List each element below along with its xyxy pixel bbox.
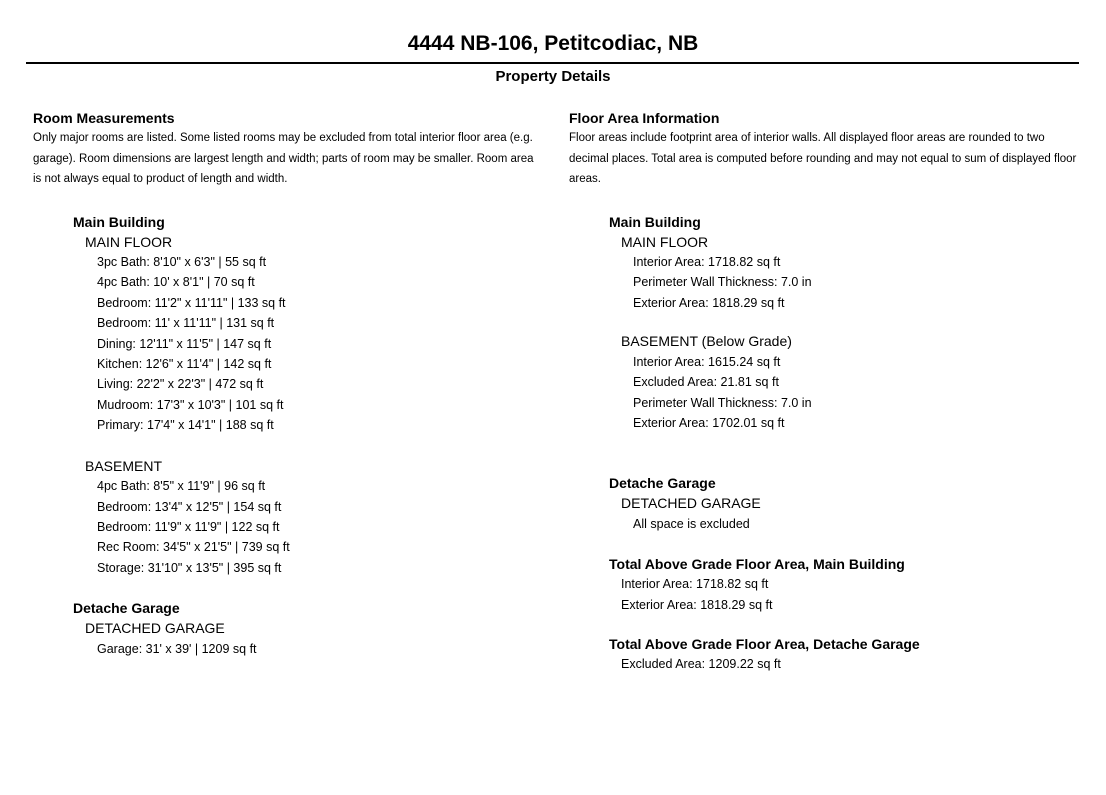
total-detache-garage-title: Total Above Grade Floor Area, Detache Garage [609, 636, 920, 653]
basement-room-list [97, 476, 543, 578]
total-main-building [609, 554, 1084, 615]
page-title: 4444 NB-106, Petitcodiac, NB [407, 32, 699, 55]
detached-garage-area-list [633, 514, 1084, 534]
room-item: Bedroom: 11' x 11'11" | 131 sq ft [97, 316, 275, 331]
total-detache-garage-list [621, 654, 1084, 675]
detache-garage-title: Detache Garage [73, 600, 180, 617]
detached-garage-areas [621, 493, 1084, 534]
room-item: Bedroom: 11'9" x 11'9" | 122 sq ft [97, 519, 280, 534]
room-item: Dining: 12'11" x 11'5" | 147 sq ft [97, 336, 272, 351]
room-item: Mudroom: 17'3" x 10'3" | 101 sq ft [97, 397, 284, 412]
area-item: Interior Area: 1718.82 sq ft [621, 577, 769, 592]
room-item: Garage: 31' x 39' | 1209 sq ft [97, 641, 257, 656]
area-item: Interior Area: 1615.24 sq ft [633, 354, 781, 369]
room-item: Kitchen: 12'6" x 11'4" | 142 sq ft [97, 357, 272, 372]
garage-room-list [97, 639, 543, 659]
floor-area-note: Floor areas include footprint area of interior walls. All displayed floor areas are rounded to two decimal places. Total area is computed before rounding and may not equal to sum of displayed floor areas. [569, 132, 1077, 185]
room-item: Storage: 31'10" x 13'5" | 395 sq ft [97, 560, 282, 575]
detached-garage-area-subtitle: DETACHED GARAGE [621, 495, 761, 512]
main-floor-area-title: MAIN FLOOR [621, 233, 709, 250]
room-measurements-heading: Room Measurements [33, 110, 175, 126]
detached-garage-subtitle: DETACHED GARAGE [85, 620, 225, 637]
area-item: Exterior Area: 1818.29 sq ft [621, 597, 773, 612]
room-item: Bedroom: 13'4" x 12'5" | 154 sq ft [97, 499, 282, 514]
area-item: Interior Area: 1718.82 sq ft [633, 255, 781, 269]
main-building-rooms [73, 212, 543, 660]
basement-title: BASEMENT [85, 457, 163, 474]
main-floor-area-list [633, 252, 1084, 313]
detache-garage-area-title: Detache Garage [609, 475, 716, 492]
basement-area-list [633, 352, 1084, 434]
area-item: Perimeter Wall Thickness: 7.0 in [633, 395, 812, 410]
total-main-building-title: Total Above Grade Floor Area, Main Building [609, 556, 905, 573]
room-item: 3pc Bath: 8'10" x 6'3" | 55 sq ft [97, 255, 267, 269]
room-measurements-note: Only major rooms are listed. Some listed rooms may be excluded from total interior floor area (e.g. garage). Room dimensions are largest length and width; parts of room may be smaller. Room area is not always equal to product of length and width. [33, 132, 534, 185]
total-detache-garage [609, 634, 1084, 675]
detached-garage-rooms [85, 618, 543, 659]
area-item: Exterior Area: 1702.01 sq ft [633, 415, 785, 430]
room-measurements-section [33, 108, 543, 659]
main-floor-room-list [97, 252, 543, 436]
title-divider [26, 62, 1079, 64]
floor-area-section [569, 108, 1084, 675]
room-item: Rec Room: 34'5" x 21'5" | 739 sq ft [97, 540, 290, 555]
area-item: Excluded Area: 1209.22 sq ft [621, 657, 781, 672]
room-item: Primary: 17'4" x 14'1" | 188 sq ft [97, 418, 274, 433]
room-item: Bedroom: 11'2" x 11'11" | 133 sq ft [97, 295, 286, 310]
total-main-building-list [621, 574, 1084, 615]
room-item: 4pc Bath: 8'5" x 11'9" | 96 sq ft [97, 479, 266, 494]
room-item: Living: 22'2" x 22'3" | 472 sq ft [97, 377, 264, 392]
basement-area-title: BASEMENT (Below Grade) [621, 333, 792, 350]
area-item: All space is excluded [633, 516, 750, 531]
page-subtitle: Property Details [495, 68, 611, 85]
main-building-title: Main Building [73, 213, 165, 230]
main-building-area-title: Main Building [609, 213, 701, 230]
room-item: 4pc Bath: 10' x 8'1" | 70 sq ft [97, 275, 255, 290]
area-item: Perimeter Wall Thickness: 7.0 in [633, 275, 812, 290]
area-item: Excluded Area: 21.81 sq ft [633, 375, 779, 390]
main-floor-areas [621, 232, 1084, 434]
main-building-areas [609, 212, 1084, 535]
area-item: Exterior Area: 1818.29 sq ft [633, 295, 785, 310]
floor-area-heading: Floor Area Information [569, 110, 720, 126]
main-floor-title: MAIN FLOOR [85, 233, 173, 250]
main-floor-rooms [85, 232, 543, 579]
